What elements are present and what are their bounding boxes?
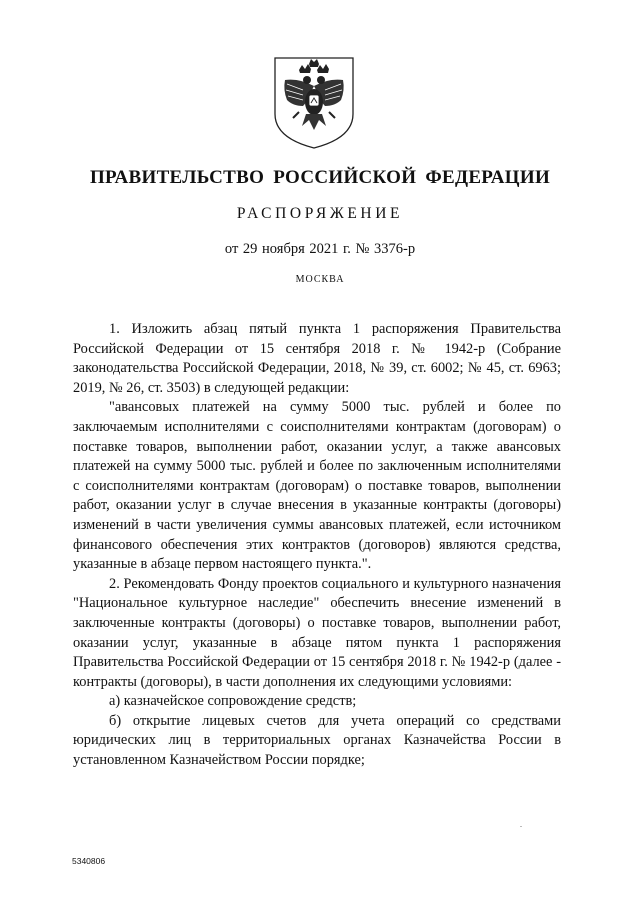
document-city: МОСКВА	[295, 274, 345, 285]
paragraph-item-2: 2. Рекомендовать Фонду проектов социального и культурного назначения "Национальное культурное наследие" обеспечить внесение изменений в заключенные контракты (договоры) о поставке товаров, выполнении работ, оказании услуг, указанные в абзаце пятом пункта 1 распоряжения Правительства Российской Федерации от 15 сентября 2018 г. № 1942-р (далее - контракты (договоры), в части дополнения их следующими условиями:	[73, 575, 561, 690]
document-type: РАСПОРЯЖЕНИЕ	[236, 205, 404, 222]
paragraph-item-1: 1. Изложить абзац пятый пункта 1 распоряжения Правительства Российской Федерации от 15 сентября 2018 г. № 1942-р (Собрание законодательства Российской Федерации, 2018, № 39, ст. 6002; № 45, ст. 6963; 2019, № 26, ст. 3503) в следующей редакции:	[73, 321, 561, 396]
document-body	[73, 320, 561, 771]
paragraph-subitem-a: а) казначейское сопровождение средств;	[109, 693, 357, 710]
page-title: ПРАВИТЕЛЬСТВО РОССИЙСКОЙ ФЕДЕРАЦИИ	[89, 167, 551, 188]
footer-code: 5340806	[72, 856, 106, 866]
paragraph-subitem-b: б) открытие лицевых счетов для учета операций со средствами юридических лиц в территориальных органах Казначейства России в установленном Казначейством России порядке;	[73, 712, 561, 769]
document-date-number: от 29 ноября 2021 г. № 3376-р	[224, 241, 416, 257]
emblem-icon	[269, 50, 359, 152]
paragraph-quote: "авансовых платежей на сумму 5000 тыс. рублей и более по заключаемым исполнителями с соисполнителями контрактам (договорам) о поставке товаров, выполнении работ, оказании услуг, а также авансовых платежей на сумму 5000 тыс. рублей и более по заключенным исполнителями с соисполнителями контрактам (договорам) о поставке товаров, выполнении работ, оказании услуг в случае внесения в указанные контракты (договоры) изменений в части увеличения суммы авансовых платежей, если источником финансового обеспечения этих контрактов (договоров) являются средства, указанные в абзаце первом настоящего пункта.".	[73, 399, 561, 573]
scan-mark	[520, 826, 522, 827]
